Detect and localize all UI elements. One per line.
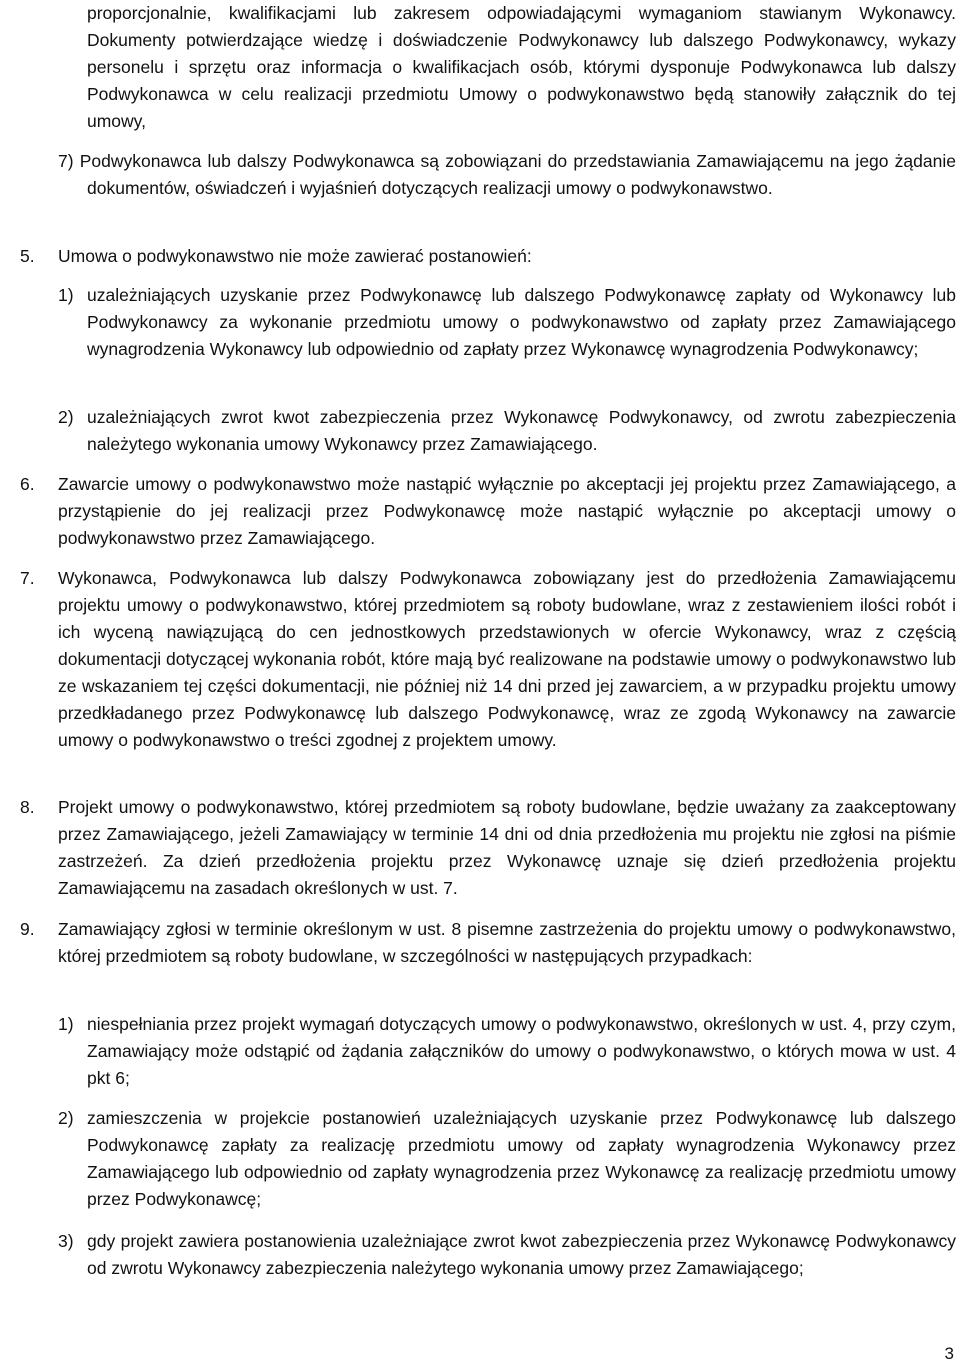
section-5-item-1-text: uzależniających uzyskanie przez Podwykonawcę lub dalszego Podwykonawcę zapłaty od Wykonawcy lub Podwykonawcy za wykonanie przedmiotu umowy o podwykonawstwo od zapłaty przez Zamawiającego wynagrodzenia Wykonawcy lub odpowiednio od zapłaty przez Wykonawcę wynagrodzenia Podwykonawcy; — [87, 285, 956, 359]
section-9-number: 9. — [20, 919, 35, 939]
section-6-text: Zawarcie umowy o podwykonawstwo może nastąpić wyłącznie po akceptacji jej projektu przez Zamawiającego, a przystąpienie do jej realizacji przez Podwykonawcę może nastąpić wyłącznie po akceptacji umowy o podwykonawstwo przez Zamawiającego. — [58, 474, 956, 548]
section-5-item-2-number: 2) — [58, 407, 74, 427]
page-number: 3 — [944, 1344, 954, 1363]
section-9-item-1-number: 1) — [58, 1014, 74, 1034]
section-9-item-1-text: niespełniania przez projekt wymagań dotyczących umowy o podwykonawstwo, określonych w ust. 4, przy czym, Zamawiający może odstąpić od żądania załączników do umowy o podwykonawstwo, o których mowa w ust. 4 pkt 6; — [87, 1014, 956, 1088]
section-9-item-3-number: 3) — [58, 1231, 74, 1251]
section-5-item-1-number: 1) — [58, 285, 74, 305]
section-8-number: 8. — [20, 797, 35, 817]
section-5-text: Umowa o podwykonawstwo nie może zawierać postanowień: — [58, 246, 532, 266]
item-7-text: 7) Podwykonawca lub dalszy Podwykonawca są zobowiązani do przedstawiania Zamawiającemu na jego żądanie dokumentów, oświadczeń i wyjaśnień dotyczących realizacji umowy o podwykonawstwo. — [58, 151, 956, 198]
section-5-number: 5. — [20, 246, 35, 266]
section-9-item-2-number: 2) — [58, 1108, 74, 1128]
section-7-text: Wykonawca, Podwykonawca lub dalszy Podwykonawca zobowiązany jest do przedłożenia Zamawiającemu projektu umowy o podwykonawstwo, której przedmiotem są roboty budowlane, wraz z zestawieniem ilości robót i ich wyceną nawiązującą do cen jednostkowych przedstawionych w ofercie Wykonawcy, wraz z częścią dokumentacji dotyczącej wykonania robót, które mają być realizowane na podstawie umowy o podwykonawstwo lub ze wskazaniem tej części dokumentacji, nie później niż 14 dni przed jej zawarciem, a w przypadku projektu umowy przedkładanego przez Podwykonawcę lub dalszego Podwykonawcę, wraz ze zgodą Wykonawcy na zawarcie umowy o podwykonawstwo o treści zgodnej z projektem umowy. — [58, 568, 956, 750]
section-9-text: Zamawiający zgłosi w terminie określonym w ust. 8 pisemne zastrzeżenia do projektu umowy o podwykonawstwo, której przedmiotem są roboty budowlane, w szczególności w następujących przypadkach: — [58, 919, 956, 966]
continued-paragraph: proporcjonalnie, kwalifikacjami lub zakresem odpowiadającymi wymaganiom stawianym Wykonawcy. Dokumenty potwierdzające wiedzę i doświadczenie Podwykonawcy lub dalszego Podwykonawcy, wykazy personelu i sprzętu oraz informacja o kwalifikacjach osób, którymi dysponuje Podwykonawca lub dalszy Podwykonawca w celu realizacji przedmiotu Umowy o podwykonawstwo będą stanowiły załącznik do tej umowy, — [87, 3, 956, 131]
section-6-number: 6. — [20, 474, 35, 494]
section-7-number: 7. — [20, 568, 35, 588]
section-8-text: Projekt umowy o podwykonawstwo, której przedmiotem są roboty budowlane, będzie uważany za zaakceptowany przez Zamawiającego, jeżeli Zamawiający w terminie 14 dni od dnia przedłożenia mu projektu nie zgłosi na piśmie zastrzeżeń. Za dzień przedłożenia projektu przez Wykonawcę uznaje się dzień przedłożenia projektu Zamawiającemu na zasadach określonych w ust. 7. — [58, 797, 956, 898]
section-9-item-3-text: gdy projekt zawiera postanowienia uzależniające zwrot kwot zabezpieczenia przez Wykonawcę Podwykonawcy od zwrotu Wykonawcy zabezpieczenia należytego wykonania umowy przez Zamawiającego; — [87, 1231, 956, 1278]
section-9-item-2-text: zamieszczenia w projekcie postanowień uzależniających uzyskanie przez Podwykonawcę lub dalszego Podwykonawcę zapłaty za realizację przedmiotu umowy od zapłaty wynagrodzenia Wykonawcy przez Zamawiającego lub odpowiednio od zapłaty wynagrodzenia przez Wykonawcę za realizację przedmiotu umowy przez Podwykonawcę; — [87, 1108, 956, 1209]
section-5-item-2-text: uzależniających zwrot kwot zabezpieczenia przez Wykonawcę Podwykonawcy, od zwrotu zabezpieczenia należytego wykonania umowy Wykonawcy przez Zamawiającego. — [87, 407, 956, 454]
